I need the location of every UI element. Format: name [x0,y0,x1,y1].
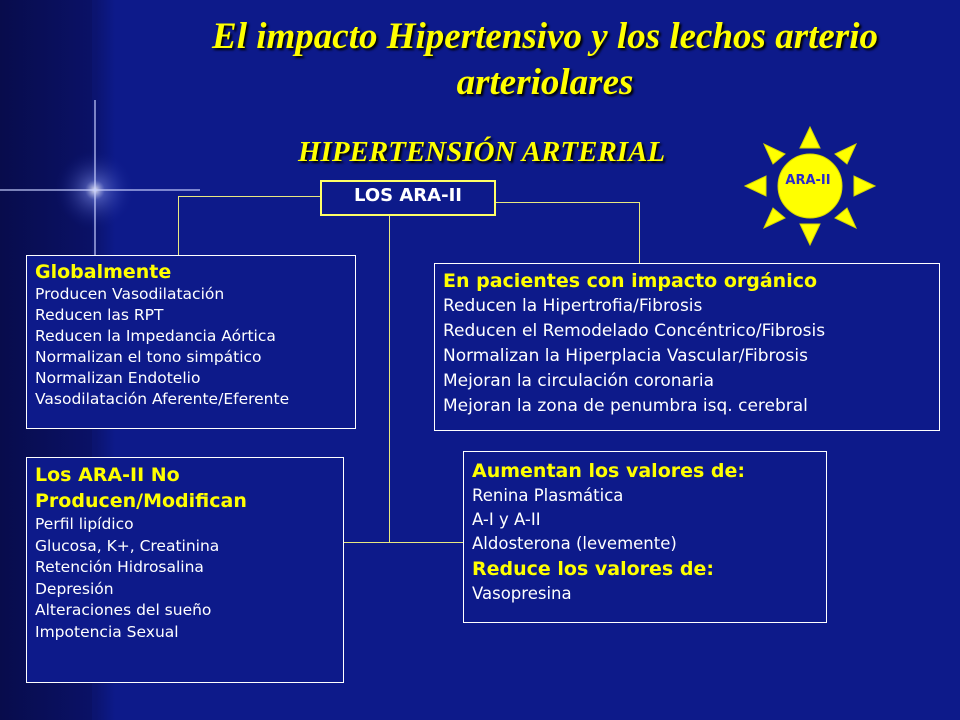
list-item: Vasodilatación Aferente/Eferente [35,390,290,408]
list-item: Vasopresina [472,584,572,603]
list-item: Impotencia Sexual [35,622,179,641]
sun-badge-label: ARA-II [785,173,831,188]
list-item: Normalizan la Hiperplacia Vascular/Fibrosis [443,346,808,366]
slide-title: El impacto Hipertensivo y los lechos arterio arteriolares [212,16,878,103]
list-item: Reducen las RPT [35,306,164,324]
connector-center-vertical [389,216,390,542]
list-item: Reducen el Remodelado Concéntrico/Fibrosis [443,321,826,341]
box-globalmente [26,255,356,429]
valores-heading-down: Reduce los valores de: [472,558,714,580]
root-node-ara-ii: LOS ARA-II [320,180,496,216]
list-item: Perfil lipídico [35,515,134,533]
list-item: Aldosterona (levemente) [472,534,677,553]
list-item: Renina Plasmática [472,486,624,505]
valores-heading-up: Aumentan los valores de: [472,460,746,482]
connector-left-vertical [178,196,179,255]
list-item: Depresión [35,579,114,598]
list-item: Producen Vasodilatación [35,285,225,303]
list-item: Glucosa, K+, Creatinina [35,536,220,555]
globalmente-heading: Globalmente [35,261,172,283]
box-impacto-organico [434,263,940,431]
box-no-modifican [26,457,344,683]
impacto-heading: En pacientes con impacto orgánico [443,270,818,292]
list-item: Retención Hidrosalina [35,558,204,576]
box-valores [463,451,827,623]
list-item: Reducen la Hipertrofia/Fibrosis [443,296,703,316]
connector-right-vertical [639,202,640,263]
connector-bottom-right [389,542,463,543]
list-item: Normalizan Endotelio [35,369,201,387]
slide-subtitle: HIPERTENSIÓN ARTERIAL [298,136,666,168]
list-item: Mejoran la zona de penumbra isq. cerebral [443,396,808,416]
list-item: Reducen la Impedancia Aórtica [35,327,276,345]
list-item: A-I y A-II [472,510,541,529]
list-item: Normalizan el tono simpático [35,348,262,366]
connector-bottom-left [344,542,390,543]
connector-left-horizontal [178,196,320,197]
connector-right-horizontal [496,202,639,203]
no-modifican-heading-line2: Producen/Modifican [35,490,247,512]
no-modifican-heading-line1: Los ARA-II No [35,464,180,486]
list-item: Mejoran la circulación coronaria [443,371,715,391]
list-item: Alteraciones del sueño [35,601,212,619]
